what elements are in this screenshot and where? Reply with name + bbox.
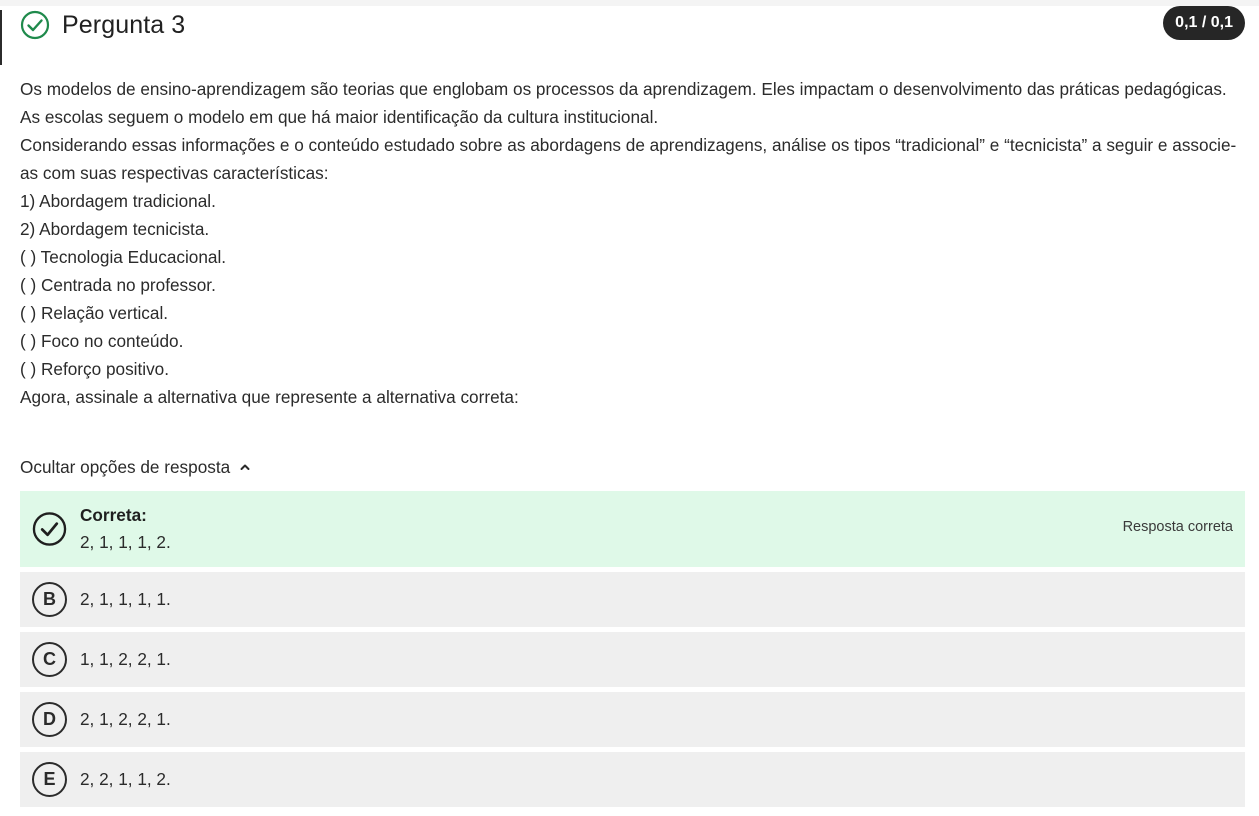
question-paragraph: ( ) Reforço positivo. — [20, 359, 170, 379]
option-letter-badge: C — [32, 642, 67, 677]
option-text: 2, 2, 1, 1, 2. — [80, 769, 171, 789]
correct-option-text: 2, 1, 1, 1, 2. — [80, 532, 171, 552]
option-text: 2, 1, 2, 2, 1. — [80, 709, 171, 729]
question-body — [20, 75, 1245, 411]
check-circle-icon — [32, 512, 67, 547]
option-d[interactable] — [20, 692, 1245, 747]
score-badge: 0,1 / 0,1 — [1163, 6, 1245, 40]
top-strip — [0, 0, 1259, 6]
option-text: 2, 1, 1, 1, 1. — [80, 589, 171, 609]
option-b[interactable] — [20, 572, 1245, 627]
correct-option-body — [80, 502, 171, 556]
toggle-label: Ocultar opções de resposta — [20, 456, 231, 477]
question-paragraph: Considerando essas informações e o conteúdo estudado sobre as abordagens de aprendizagens, análise os tipos “tradicional” e “tecnicista” a seguir e associe-as com suas respectivas características: — [20, 135, 1237, 183]
question-paragraph: Os modelos de ensino-aprendizagem são teorias que englobam os processos da aprendizagem. Eles impactam o desenvolvimento das práticas pedagógicas. As escolas seguem o modelo em que há maior identificação da cultura institucional. — [20, 79, 1227, 127]
question-marker-bar — [0, 10, 2, 65]
question-paragraph: ( ) Foco no conteúdo. — [20, 331, 184, 351]
option-c[interactable] — [20, 632, 1245, 687]
chevron-up-icon — [238, 460, 252, 474]
question-paragraph: ( ) Relação vertical. — [20, 303, 169, 323]
question-paragraph: Agora, assinale a alternativa que represente a alternativa correta: — [20, 387, 519, 407]
question-paragraph: 1) Abordagem tradicional. — [20, 191, 216, 211]
check-circle-icon — [20, 10, 50, 40]
hide-answer-options-toggle[interactable] — [20, 453, 252, 481]
option-e[interactable] — [20, 752, 1245, 807]
option-letter-badge: B — [32, 582, 67, 617]
question-paragraph: ( ) Centrada no professor. — [20, 275, 216, 295]
correct-answer-tag: Resposta correta — [1122, 519, 1233, 535]
option-correct[interactable] — [20, 491, 1245, 567]
answer-options — [20, 491, 1245, 812]
question-paragraph: 2) Abordagem tecnicista. — [20, 219, 210, 239]
option-letter-badge: E — [32, 762, 67, 797]
question-header — [20, 8, 1245, 42]
question-title: Pergunta 3 — [62, 10, 186, 39]
option-text: 1, 1, 2, 2, 1. — [80, 649, 171, 669]
correct-label: Correta: — [80, 505, 147, 525]
option-letter-badge: D — [32, 702, 67, 737]
question-paragraph: ( ) Tecnologia Educacional. — [20, 247, 227, 267]
